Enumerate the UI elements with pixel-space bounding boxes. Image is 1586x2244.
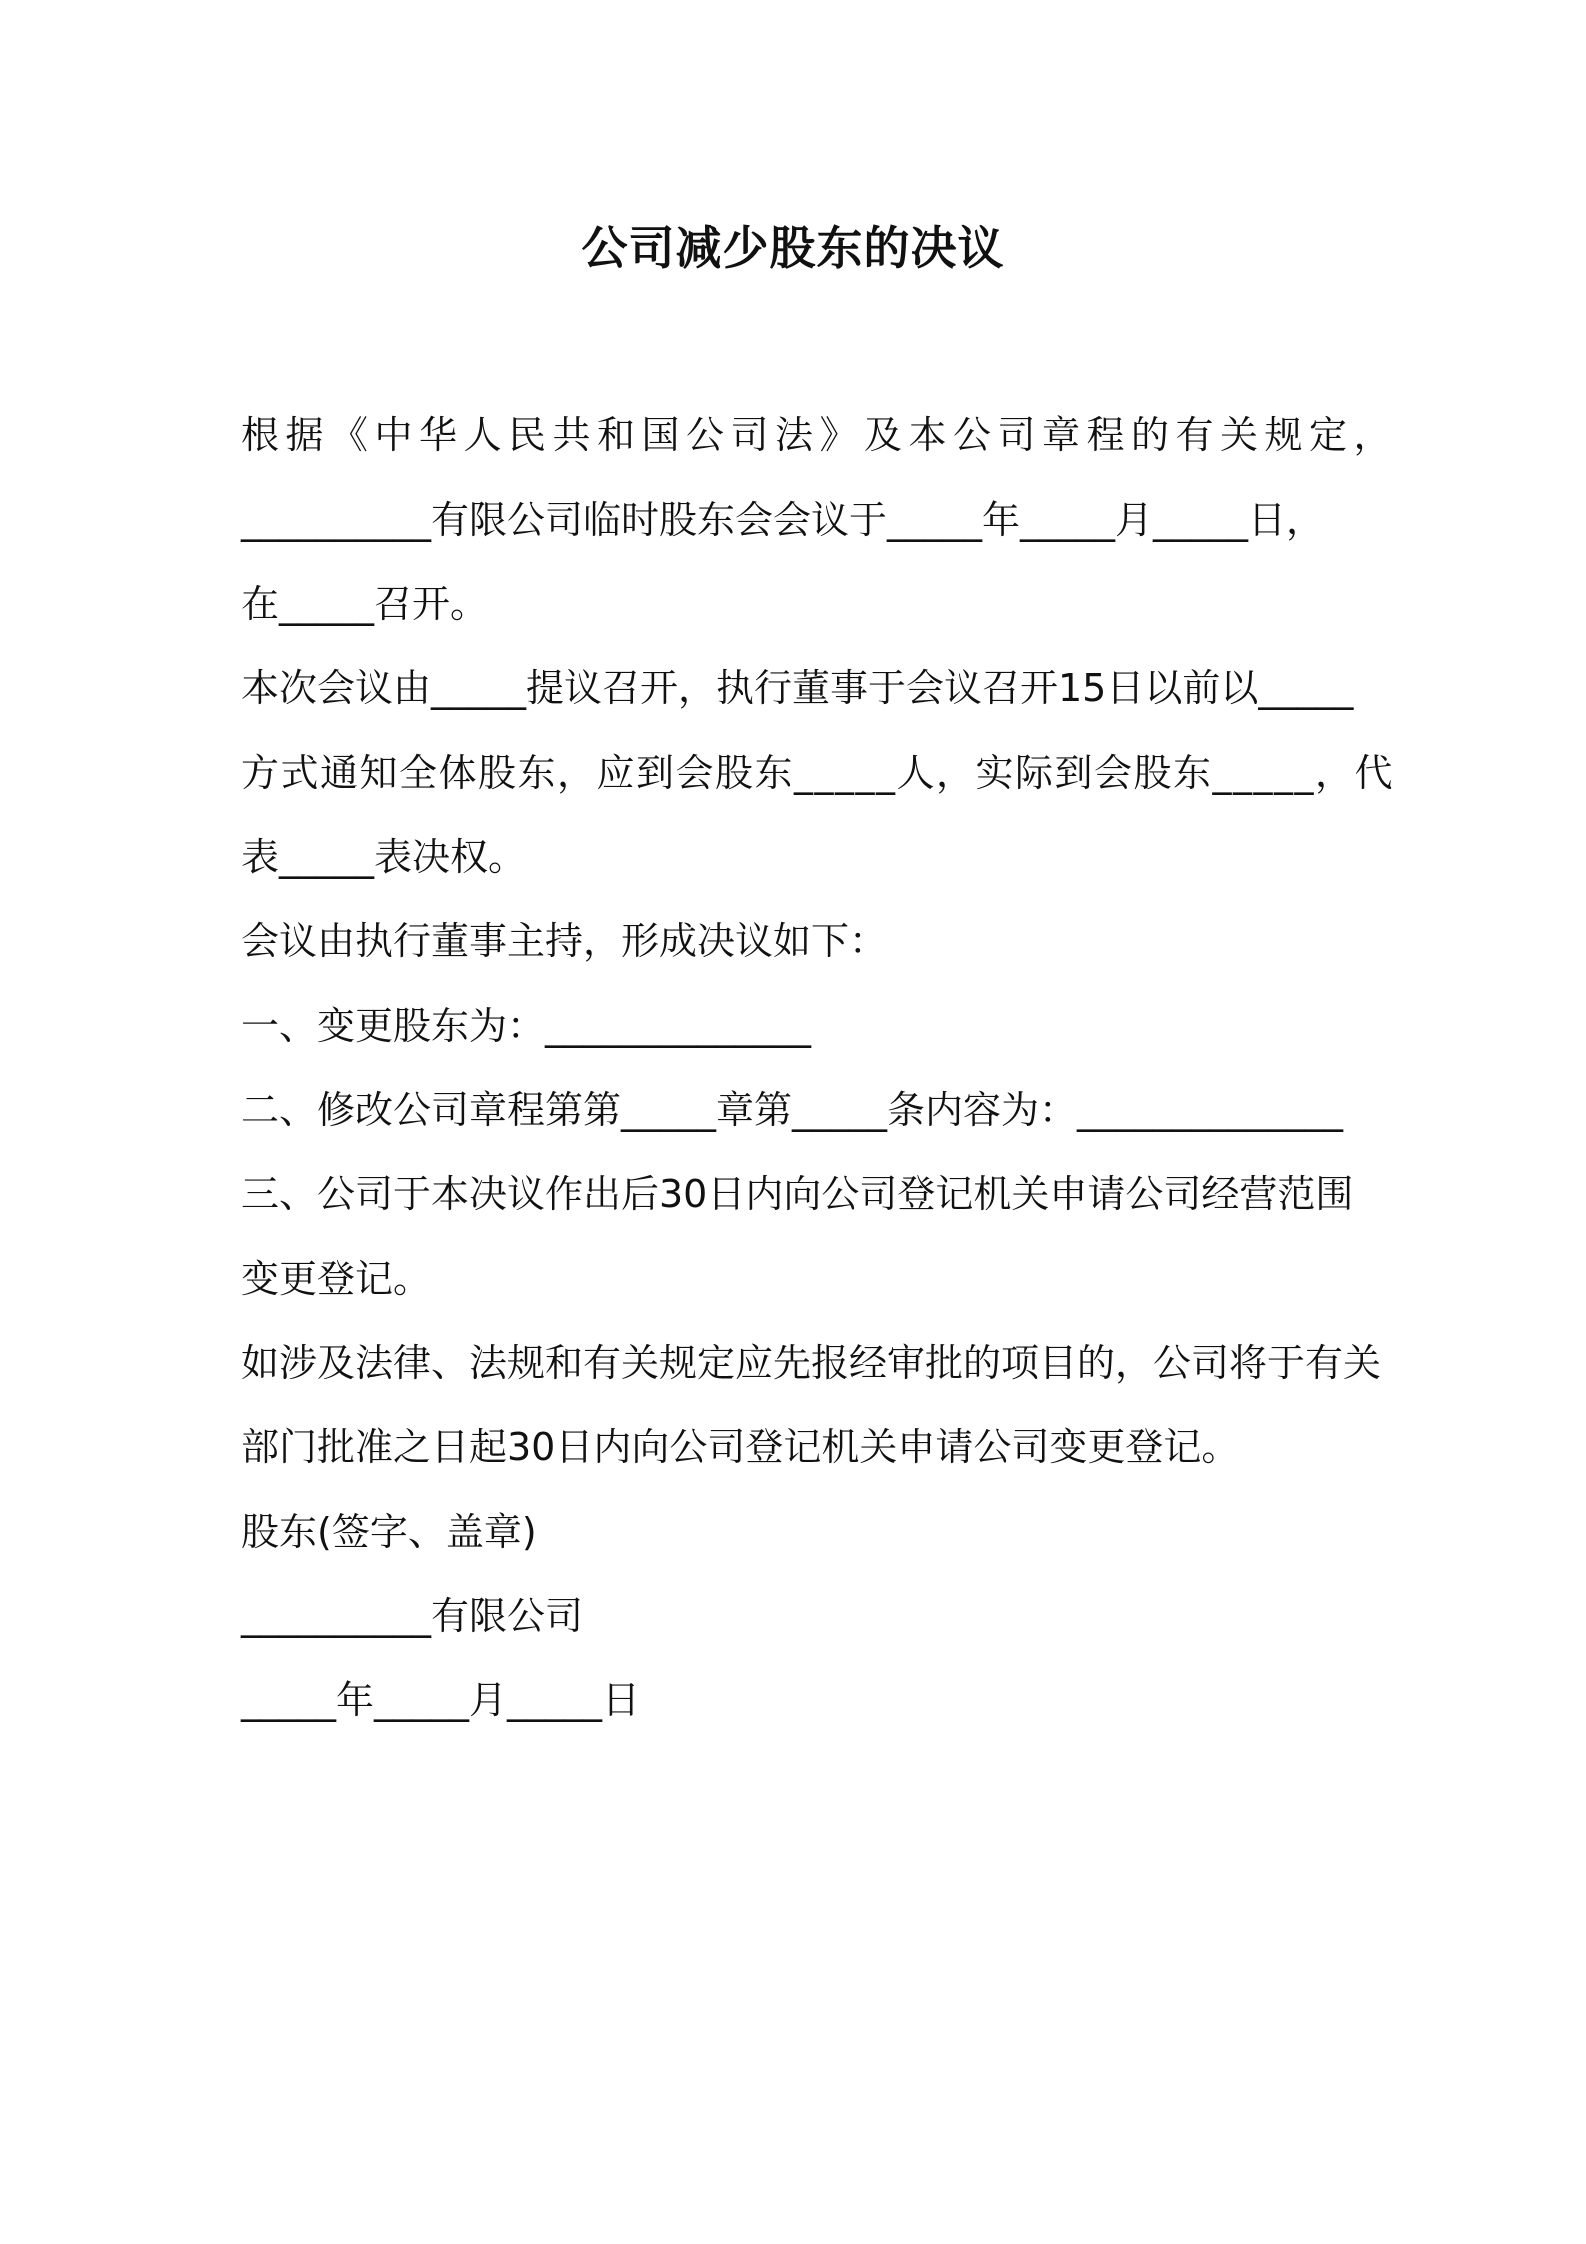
paragraph-line-meeting-date: __________有限公司临时股东会会议于_____年_____月_____日， <box>241 498 1325 542</box>
resolution-item-1: 一、变更股东为：______________ <box>241 1004 812 1048</box>
paragraph-line-legal-basis: 根据《中华人民共和国公司法》及本公司章程的有关规定， <box>241 413 1399 457</box>
paragraph-line-voting-rights: 表_____表决权。 <box>241 835 527 879</box>
paragraph-line-resolution-intro: 会议由执行董事主持，形成决议如下： <box>241 919 888 963</box>
paragraph-line-attendance: 方式通知全体股东，应到会股东_____人，实际到会股东_____，代 <box>241 751 1395 795</box>
resolution-item-2: 二、修改公司章程第第_____章第_____条内容为：______________ <box>241 1088 1344 1132</box>
signature-date: _____年_____月_____日 <box>241 1678 641 1722</box>
paragraph-line-convener: 本次会议由_____提议召开，执行董事于会议召开15日以前以_____ <box>241 666 1354 710</box>
resolution-item-3: 三、公司于本决议作出后30日内向公司登记机关申请公司经营范围 <box>241 1172 1354 1216</box>
paragraph-line-meeting-place: 在_____召开。 <box>241 582 489 626</box>
resolution-item-3-continued: 变更登记。 <box>241 1257 432 1301</box>
paragraph-line-approval-continued: 部门批准之日起30日内向公司登记机关申请公司变更登记。 <box>241 1425 1240 1469</box>
signature-company: __________有限公司 <box>241 1594 584 1638</box>
signature-label: 股东(签字、盖章) <box>241 1510 537 1554</box>
paragraph-line-approval: 如涉及法律、法规和有关规定应先报经审批的项目的，公司将于有关 <box>241 1341 1382 1385</box>
document-title: 公司减少股东的决议 <box>581 221 1005 275</box>
